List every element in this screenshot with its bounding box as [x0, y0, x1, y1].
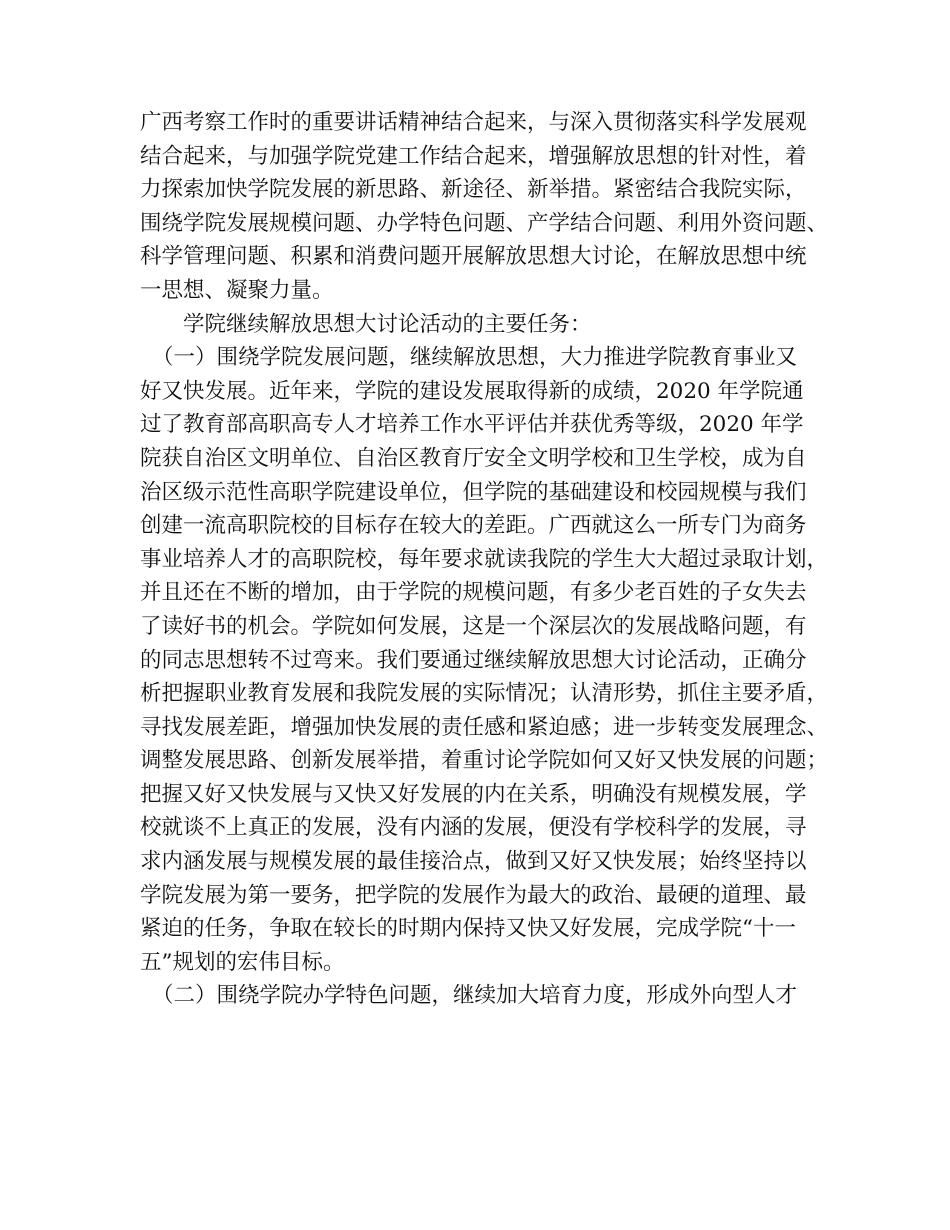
- text-line: 的同志思想转不过弯来。我们要通过继续解放思想大讨论活动，正确分: [140, 647, 807, 673]
- text-line: 并且还在不断的增加，由于学院的规模问题，有多少老百姓的子女失去: [140, 580, 807, 606]
- section-heading-line: （二）围绕学院办学特色问题，继续加大培育力度，形成外向型人才: [152, 983, 798, 1009]
- text-line: 创建一流高职院校的目标存在较大的差距。广西就这么一所专门为商务: [140, 513, 807, 539]
- text-line: 紧迫的任务，争取在较长的时期内保持又快又好发展，完成学院“十一: [140, 916, 796, 942]
- section-intro-line: 学院继续解放思想大讨论活动的主要任务：: [183, 311, 592, 337]
- text-line: 广西考察工作时的重要讲话精神结合起来，与深入贯彻落实科学发展观: [140, 110, 807, 135]
- text-line: 事业培养人才的高职院校，每年要求就读我院的学生大大超过录取计划，: [140, 546, 829, 572]
- text-line: 过了教育部高职高专人才培养工作水平评估并获优秀等级，2020 年学: [140, 412, 804, 438]
- text-line: 围绕学院发展规模问题、办学特色问题、产学结合问题、利用外资问题、: [140, 210, 829, 236]
- text-line: 把握又好又快发展与又快又好发展的内在关系，明确没有规模发展，学: [140, 781, 807, 807]
- text-line: 院获自治区文明单位、自治区教育厅安全文明学校和卫生学校，成为自: [140, 445, 807, 471]
- text-line: 校就谈不上真正的发展，没有内涵的发展，便没有学校科学的发展，寻: [140, 815, 807, 841]
- text-line: 一思想、凝聚力量。: [140, 277, 334, 303]
- text-line: 析把握职业教育发展和我院发展的实际情况；认清形势，抓住主要矛盾，: [140, 681, 829, 707]
- text-line: 治区级示范性高职学院建设单位，但学院的基础建设和校园规模与我们: [140, 479, 807, 505]
- text-line: 五”规划的宏伟目标。: [140, 949, 345, 975]
- text-line: 调整发展思路、创新发展举措，着重讨论学院如何又好又快发展的问题；: [140, 748, 829, 774]
- section-heading-line: （一）围绕学院发展问题，继续解放思想，大力推进学院教育事业又: [152, 345, 798, 371]
- document-body: [140, 106, 830, 1013]
- text-line: 了读好书的机会。学院如何发展，这是一个深层次的发展战略问题，有: [140, 613, 807, 639]
- text-line: 好又快发展。近年来，学院的建设发展取得新的成绩，2020 年学院通: [140, 378, 804, 404]
- text-line: 结合起来，与加强学院党建工作结合起来，增强解放思想的针对性，着: [140, 143, 807, 169]
- text-line: 科学管理问题、积累和消费问题开展解放思想大讨论，在解放思想中统: [140, 244, 807, 270]
- text-line: 求内涵发展与规模发展的最佳接洽点，做到又好又快发展；始终坚持以: [140, 849, 807, 875]
- text-line: 学院发展为第一要务，把学院的发展作为最大的政治、最硬的道理、最: [140, 882, 807, 908]
- text-line: 力探索加快学院发展的新思路、新途径、新举措。紧密结合我院实际，: [140, 177, 807, 203]
- text-line: 寻找发展差距，增强加快发展的责任感和紧迫感；进一步转变发展理念、: [140, 714, 829, 740]
